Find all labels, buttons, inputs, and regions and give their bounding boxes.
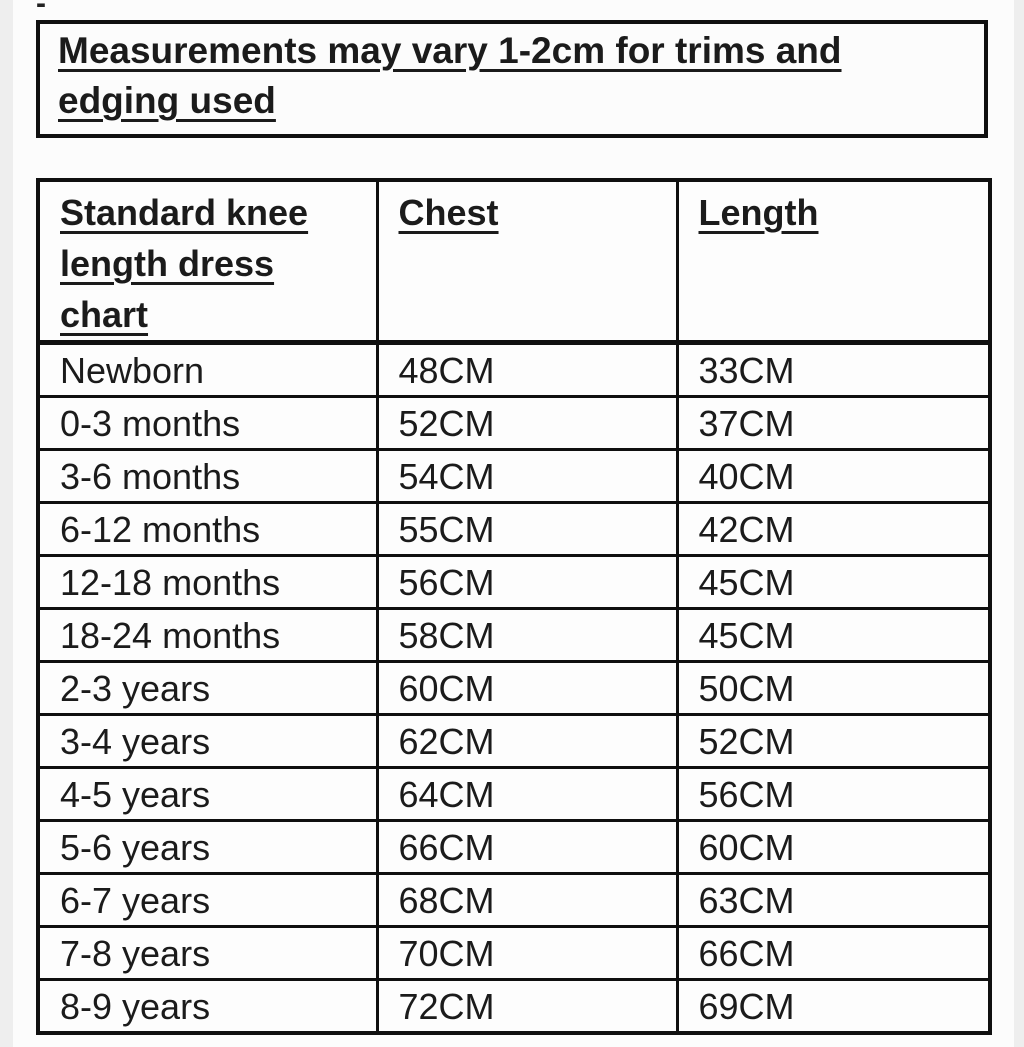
size-cell: 8-9 years xyxy=(38,980,377,1034)
size-cell: 2-3 years xyxy=(38,662,377,715)
length-cell: 45CM xyxy=(677,556,990,609)
chest-cell: 55CM xyxy=(377,503,677,556)
table-row xyxy=(38,768,990,821)
size-cell: 12-18 months xyxy=(38,556,377,609)
length-cell: 40CM xyxy=(677,450,990,503)
column-header-length-label: Length xyxy=(698,192,819,233)
chest-cell: 72CM xyxy=(377,980,677,1034)
length-cell: 69CM xyxy=(677,980,990,1034)
table-row xyxy=(38,503,990,556)
size-cell: 6-12 months xyxy=(38,503,377,556)
chest-cell: 58CM xyxy=(377,609,677,662)
chest-cell: 68CM xyxy=(377,874,677,927)
table-row xyxy=(38,609,990,662)
column-header-chest-label: Chest xyxy=(398,192,499,233)
table-row xyxy=(38,450,990,503)
table-row xyxy=(38,397,990,450)
size-cell: 7-8 years xyxy=(38,927,377,980)
chest-cell: 66CM xyxy=(377,821,677,874)
column-header-size-chart xyxy=(38,180,377,343)
chest-cell: 62CM xyxy=(377,715,677,768)
chest-cell: 48CM xyxy=(377,343,677,397)
chest-cell: 56CM xyxy=(377,556,677,609)
length-cell: 45CM xyxy=(677,609,990,662)
size-cell: 0-3 months xyxy=(38,397,377,450)
length-cell: 52CM xyxy=(677,715,990,768)
size-cell: 18-24 months xyxy=(38,609,377,662)
length-cell: 50CM xyxy=(677,662,990,715)
length-cell: 63CM xyxy=(677,874,990,927)
table-row xyxy=(38,980,990,1034)
chest-cell: 54CM xyxy=(377,450,677,503)
length-cell: 33CM xyxy=(677,343,990,397)
chest-cell: 52CM xyxy=(377,397,677,450)
length-cell: 37CM xyxy=(677,397,990,450)
notice-box xyxy=(36,20,988,138)
length-cell: 66CM xyxy=(677,927,990,980)
page-content xyxy=(13,0,1014,1047)
header-row xyxy=(38,180,990,343)
table-row xyxy=(38,662,990,715)
notice-text: Measurements may vary 1-2cm for trims and edging used xyxy=(58,30,842,121)
column-header-length xyxy=(677,180,990,343)
table-row xyxy=(38,715,990,768)
table-row xyxy=(38,821,990,874)
size-cell: Newborn xyxy=(38,343,377,397)
stray-dash: - xyxy=(36,0,46,20)
size-chart-table xyxy=(36,178,992,1035)
length-cell: 42CM xyxy=(677,503,990,556)
length-cell: 60CM xyxy=(677,821,990,874)
size-cell: 3-6 months xyxy=(38,450,377,503)
table-row xyxy=(38,874,990,927)
size-cell: 5-6 years xyxy=(38,821,377,874)
size-cell: 3-4 years xyxy=(38,715,377,768)
table-row xyxy=(38,343,990,397)
table-row xyxy=(38,927,990,980)
table-row xyxy=(38,556,990,609)
column-header-chest xyxy=(377,180,677,343)
size-cell: 6-7 years xyxy=(38,874,377,927)
column-header-size-chart-label: Standard knee length dress chart xyxy=(60,192,309,335)
chest-cell: 60CM xyxy=(377,662,677,715)
size-cell: 4-5 years xyxy=(38,768,377,821)
chest-cell: 70CM xyxy=(377,927,677,980)
chest-cell: 64CM xyxy=(377,768,677,821)
length-cell: 56CM xyxy=(677,768,990,821)
